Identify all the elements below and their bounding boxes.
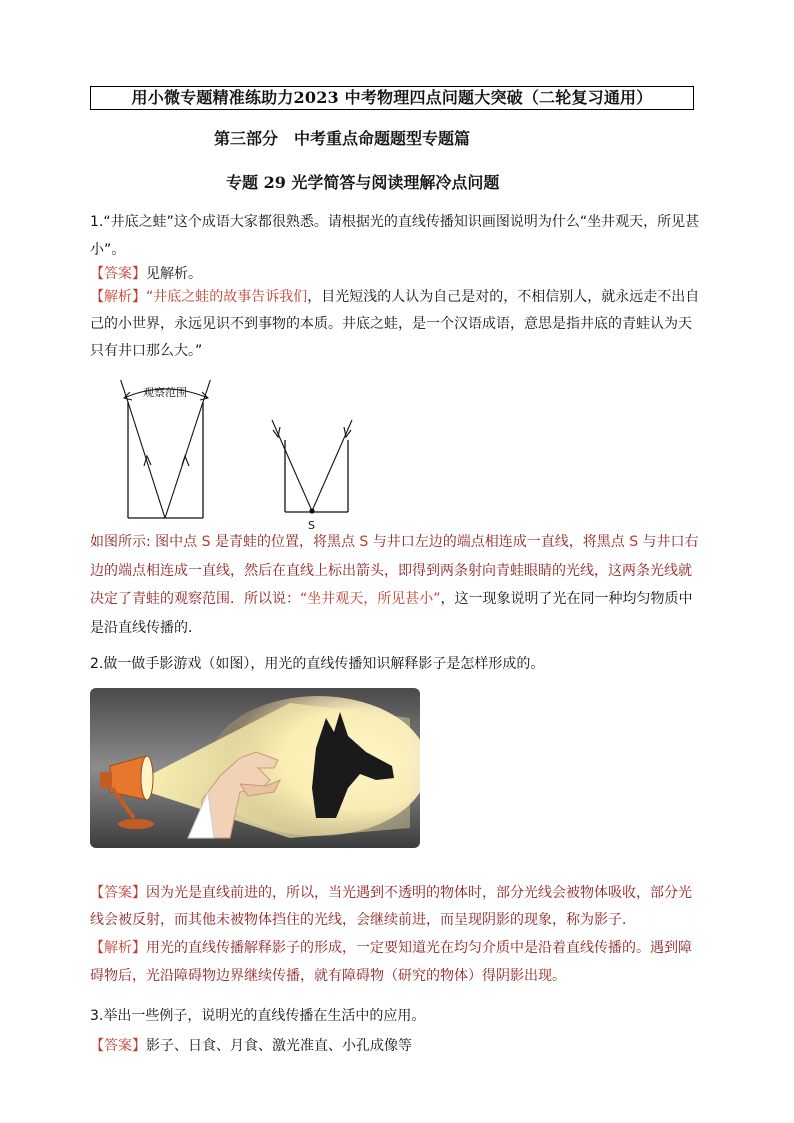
well-right (272, 420, 352, 532)
answer-text: 因为光是直线前进的，所以，当光遇到不透明的物体时，部分光线会被物体吸收，部分光线会被反射，而其他未被物体挡住的光线，会继续前进，而呈现阴影的现象，称为影子． (90, 885, 692, 928)
light-ray-right (312, 420, 352, 511)
point-s-label: S (308, 519, 315, 532)
answer-text: 见解析。 (146, 266, 202, 282)
q2-analysis (90, 934, 702, 990)
answer-text: 影子、日食、月食、激光准直、小孔成像等 (146, 1038, 412, 1054)
q1-analysis (90, 284, 702, 365)
answer-tag: 【答案】 (90, 266, 146, 282)
answer-tag: 【答案】 (90, 1038, 146, 1054)
point-s: S (201, 534, 211, 550)
q2-question: 2.做一做手影游戏（如图），用光的直线传播知识解释影子是怎样形成的。 (90, 656, 545, 672)
frog-point (309, 508, 314, 513)
analysis-tag: 【解析】 (90, 940, 146, 956)
answer-tag: 【答案】 (90, 885, 146, 901)
range-label: 观察范围 (143, 386, 187, 399)
explain-text: 是青蛙的位置，将黑点 (210, 534, 360, 550)
light-ray-left (128, 402, 165, 518)
q1-explanation (90, 528, 702, 642)
q3-answer (90, 1034, 412, 1058)
explain-text: 与井口左边的端点相连成一直线，将黑点 (368, 534, 630, 550)
analysis-tag: 【解析】 (90, 289, 146, 305)
q3-question: 3.举出一些例子，说明光的直线传播在生活中的应用。 (90, 1008, 426, 1024)
hand-shadow-illustration (90, 688, 420, 848)
well-diagrams (110, 380, 370, 535)
q1-question: 1.“井底之蛙”这个成语大家都很熟悉。请根据光的直线传播知识画图说明为什么“坐井观天，所见甚小”。 (90, 214, 700, 258)
explain-text: ，这一现象说明了光在同一种均匀物质中是沿直线传播的． (90, 591, 693, 636)
point-s: S (359, 534, 369, 550)
analysis-quote: “井底之蛙的故事告诉我们 (146, 289, 308, 305)
part-heading: 第三部分 中考重点命题题型专题篇 (214, 129, 471, 148)
q1-answer (90, 262, 202, 286)
analysis-text: 用光的直线传播解释影子的形成，一定要知道光在均匀介质中是沿着直线传播的。遇到障碍物后，光沿障碍物边界继续传播，就有障碍物（研究的物体）得阴影出现。 (90, 940, 692, 984)
explain-text: 如图所示: 图中点 (90, 534, 202, 550)
light-ray-left (272, 420, 312, 511)
explain-quote: “坐井观天，所见甚小” (300, 591, 441, 607)
topic-heading: 专题 29 光学简答与阅读理解冷点问题 (226, 173, 500, 192)
q2-answer (90, 880, 702, 934)
analysis-text: ，目光短浅的人认为自己是对的，不相信别人，就永远走不出自己的小世界，永远见识不到事物的本质。井底之蛙，是一个汉语成语，意思是指井底的青蛙认为天只有井口那么大。” (90, 289, 700, 359)
series-title: 用小微专题精准练助力2023 中考物理四点问题大突破（二轮复习通用） (90, 86, 694, 110)
point-s: S (629, 534, 639, 550)
explain-text: 与井口右边的端点相连成一直线，然后在直线上标出箭头，即得到两条射向青蛙眼睛的光线，这两条光线就决定了青蛙的观察范围．所以说： (90, 534, 699, 607)
well-left (118, 380, 213, 518)
